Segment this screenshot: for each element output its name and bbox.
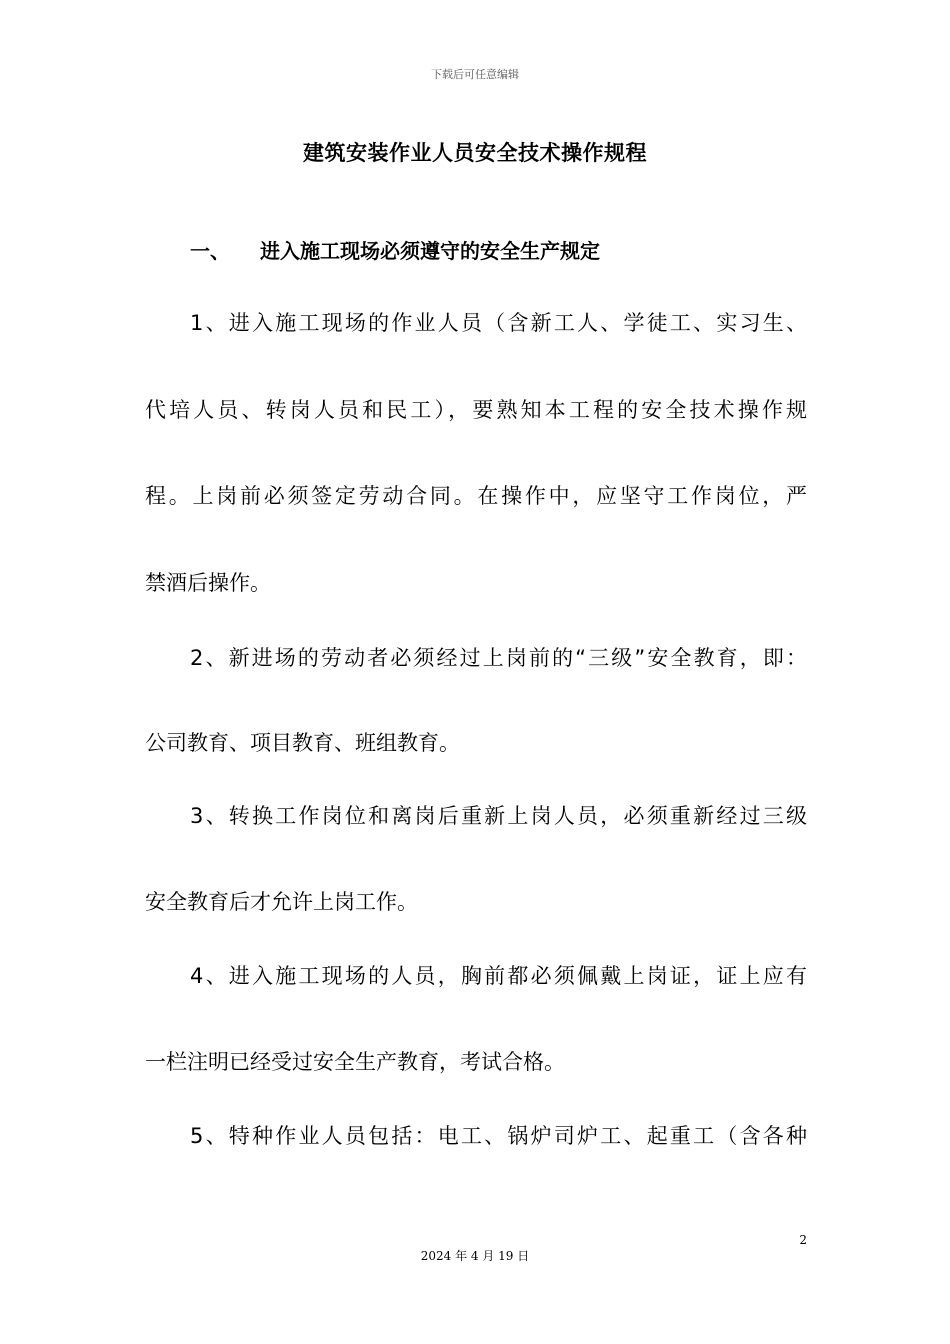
footer-date: 2024 年 4 月 19 日 — [420, 1249, 530, 1263]
paragraph-3-line-1: 3、转换工作岗位和离岗后重新上岗人员，必须重新经过三级 — [190, 804, 807, 828]
header-note: 下载后可任意编辑 — [431, 68, 519, 81]
paragraph-4-line-2: 一栏注明已经受过安全生产教育，考试合格。 — [145, 1050, 565, 1074]
paragraph-1-line-3: 程。上岗前必须签定劳动合同。在操作中，应坚守工作岗位，严 — [145, 484, 807, 508]
paragraph-1-line-2: 代培人员、转岗人员和民工），要熟知本工程的安全技术操作规 — [145, 398, 807, 422]
section-heading — [190, 235, 600, 264]
page-number: 2 — [799, 1233, 807, 1247]
document-title: 建筑安装作业人员安全技术操作规程 — [303, 141, 647, 165]
section-number: 一、 — [190, 239, 230, 263]
paragraph-3-line-2: 安全教育后才允许上岗工作。 — [145, 890, 418, 914]
paragraph-2-line-1: 2、新进场的劳动者必须经过上岗前的“三级”安全教育，即： — [190, 646, 807, 670]
paragraph-1-line-4: 禁酒后操作。 — [145, 571, 271, 595]
section-heading-text: 进入施工现场必须遵守的安全生产规定 — [260, 239, 600, 263]
paragraph-2-line-2: 公司教育、项目教育、班组教育。 — [145, 731, 460, 755]
paragraph-5-line-1: 5、特种作业人员包括：电工、锅炉司炉工、起重工（含各种 — [190, 1124, 807, 1148]
paragraph-4-line-1: 4、进入施工现场的人员，胸前都必须佩戴上岗证，证上应有 — [190, 964, 807, 988]
paragraph-1-line-1: 1、进入施工现场的作业人员（含新工人、学徒工、实习生、 — [190, 311, 807, 335]
